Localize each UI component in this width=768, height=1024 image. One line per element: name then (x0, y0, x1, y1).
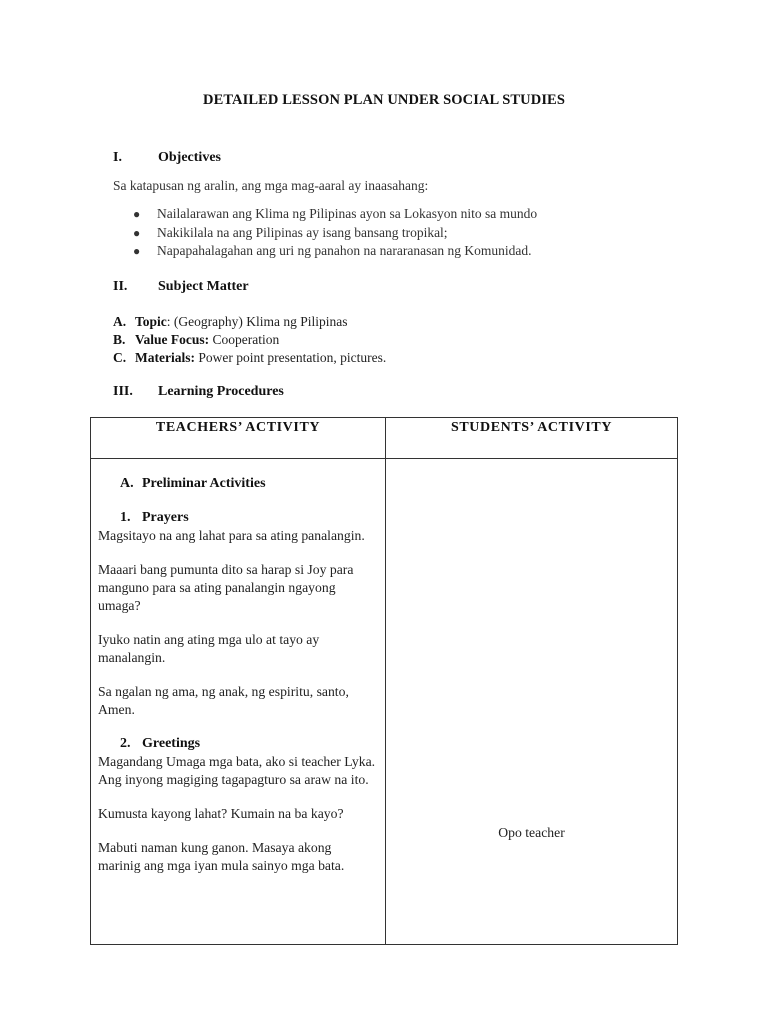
item-value: Cooperation (209, 332, 280, 347)
subject-matter-list (113, 313, 386, 367)
paragraph: Mabuti naman kung ganon. Masaya akong marinig ang mga iyan mula sainyo mga bata. (98, 840, 345, 873)
objective-text: Nakikilala na ang Pilipinas ay isang bansang tropikal; (157, 224, 448, 240)
item-letter: C. (113, 350, 127, 365)
subject-matter-heading (113, 279, 249, 295)
list-item (113, 349, 386, 367)
objectives-numeral: I. (113, 150, 122, 165)
greetings-heading (120, 735, 377, 753)
document-title: DETAILED LESSON PLAN UNDER SOCIAL STUDIES (203, 92, 565, 108)
objective-text: Nailalarawan ang Klima ng Pilipinas ayon sa Lokasyon nito sa mundo (157, 206, 538, 221)
prayers-label: Prayers (142, 510, 189, 525)
paragraph: Magsitayo na ang lahat para sa ating panalangin. (98, 528, 365, 543)
bullet-icon: ● (133, 225, 141, 240)
preliminary-activities-heading (120, 475, 377, 493)
list-item (133, 242, 537, 261)
table-row (91, 459, 678, 945)
list-item (113, 313, 386, 331)
teachers-activity-cell (91, 459, 386, 945)
item-letter: B. (113, 332, 126, 347)
students-activity-header: STUDENTS’ ACTIVITY (386, 418, 678, 459)
bullet-icon: ● (133, 207, 141, 221)
list-item (133, 224, 537, 243)
teachers-activity-header: TEACHERS’ ACTIVITY (91, 418, 386, 459)
student-response: Opo teacher (498, 825, 565, 840)
subject-matter-numeral: II. (113, 279, 128, 294)
table-header-row (91, 418, 678, 459)
objectives-list (133, 205, 537, 261)
objectives-intro: Sa katapusan ng aralin, ang mga mag-aaral ay inaasahang: (113, 178, 429, 193)
greetings-label: Greetings (142, 736, 201, 751)
section-label: Preliminar Activities (142, 476, 266, 491)
section-letter: A. (120, 476, 134, 491)
greetings-number: 2. (120, 736, 131, 751)
procedures-heading (113, 384, 284, 400)
procedures-numeral: III. (113, 384, 133, 399)
paragraph: Iyuko natin ang ating mga ulo at tayo ay manalangin. (98, 632, 320, 665)
objectives-heading (113, 150, 221, 166)
activities-table (90, 417, 678, 945)
bullet-icon: ● (133, 244, 141, 258)
prayers-number: 1. (120, 510, 131, 525)
item-letter: A. (113, 314, 127, 329)
paragraph: Kumusta kayong lahat? Kumain na ba kayo? (98, 806, 344, 821)
paragraph: Maaari bang pumunta dito sa harap si Joy para manguno para sa ating panalangin ngayong umaga? (98, 562, 354, 613)
subject-matter-heading-label: Subject Matter (158, 279, 249, 294)
list-item (133, 205, 537, 224)
objective-text: Napapahalagahan ang uri ng panahon na nararanasan ng Komunidad. (157, 243, 532, 258)
prayers-heading (120, 509, 377, 527)
item-label: Value Focus: (135, 332, 210, 347)
list-item (113, 331, 386, 349)
item-value: : (Geography) Klima ng Pilipinas (166, 314, 348, 329)
paragraph: Magandang Umaga mga bata, ako si teacher Lyka. Ang inyong magiging tagapagturo sa araw na ito. (98, 754, 376, 787)
procedures-heading-label: Learning Procedures (158, 384, 284, 399)
objectives-heading-label: Objectives (158, 150, 221, 165)
students-activity-cell (386, 459, 678, 945)
item-label: Materials: (135, 350, 195, 365)
item-value: Power point presentation, pictures. (194, 350, 387, 365)
item-label: Topic (135, 314, 167, 329)
paragraph: Sa ngalan ng ama, ng anak, ng espiritu, santo, Amen. (98, 684, 349, 717)
